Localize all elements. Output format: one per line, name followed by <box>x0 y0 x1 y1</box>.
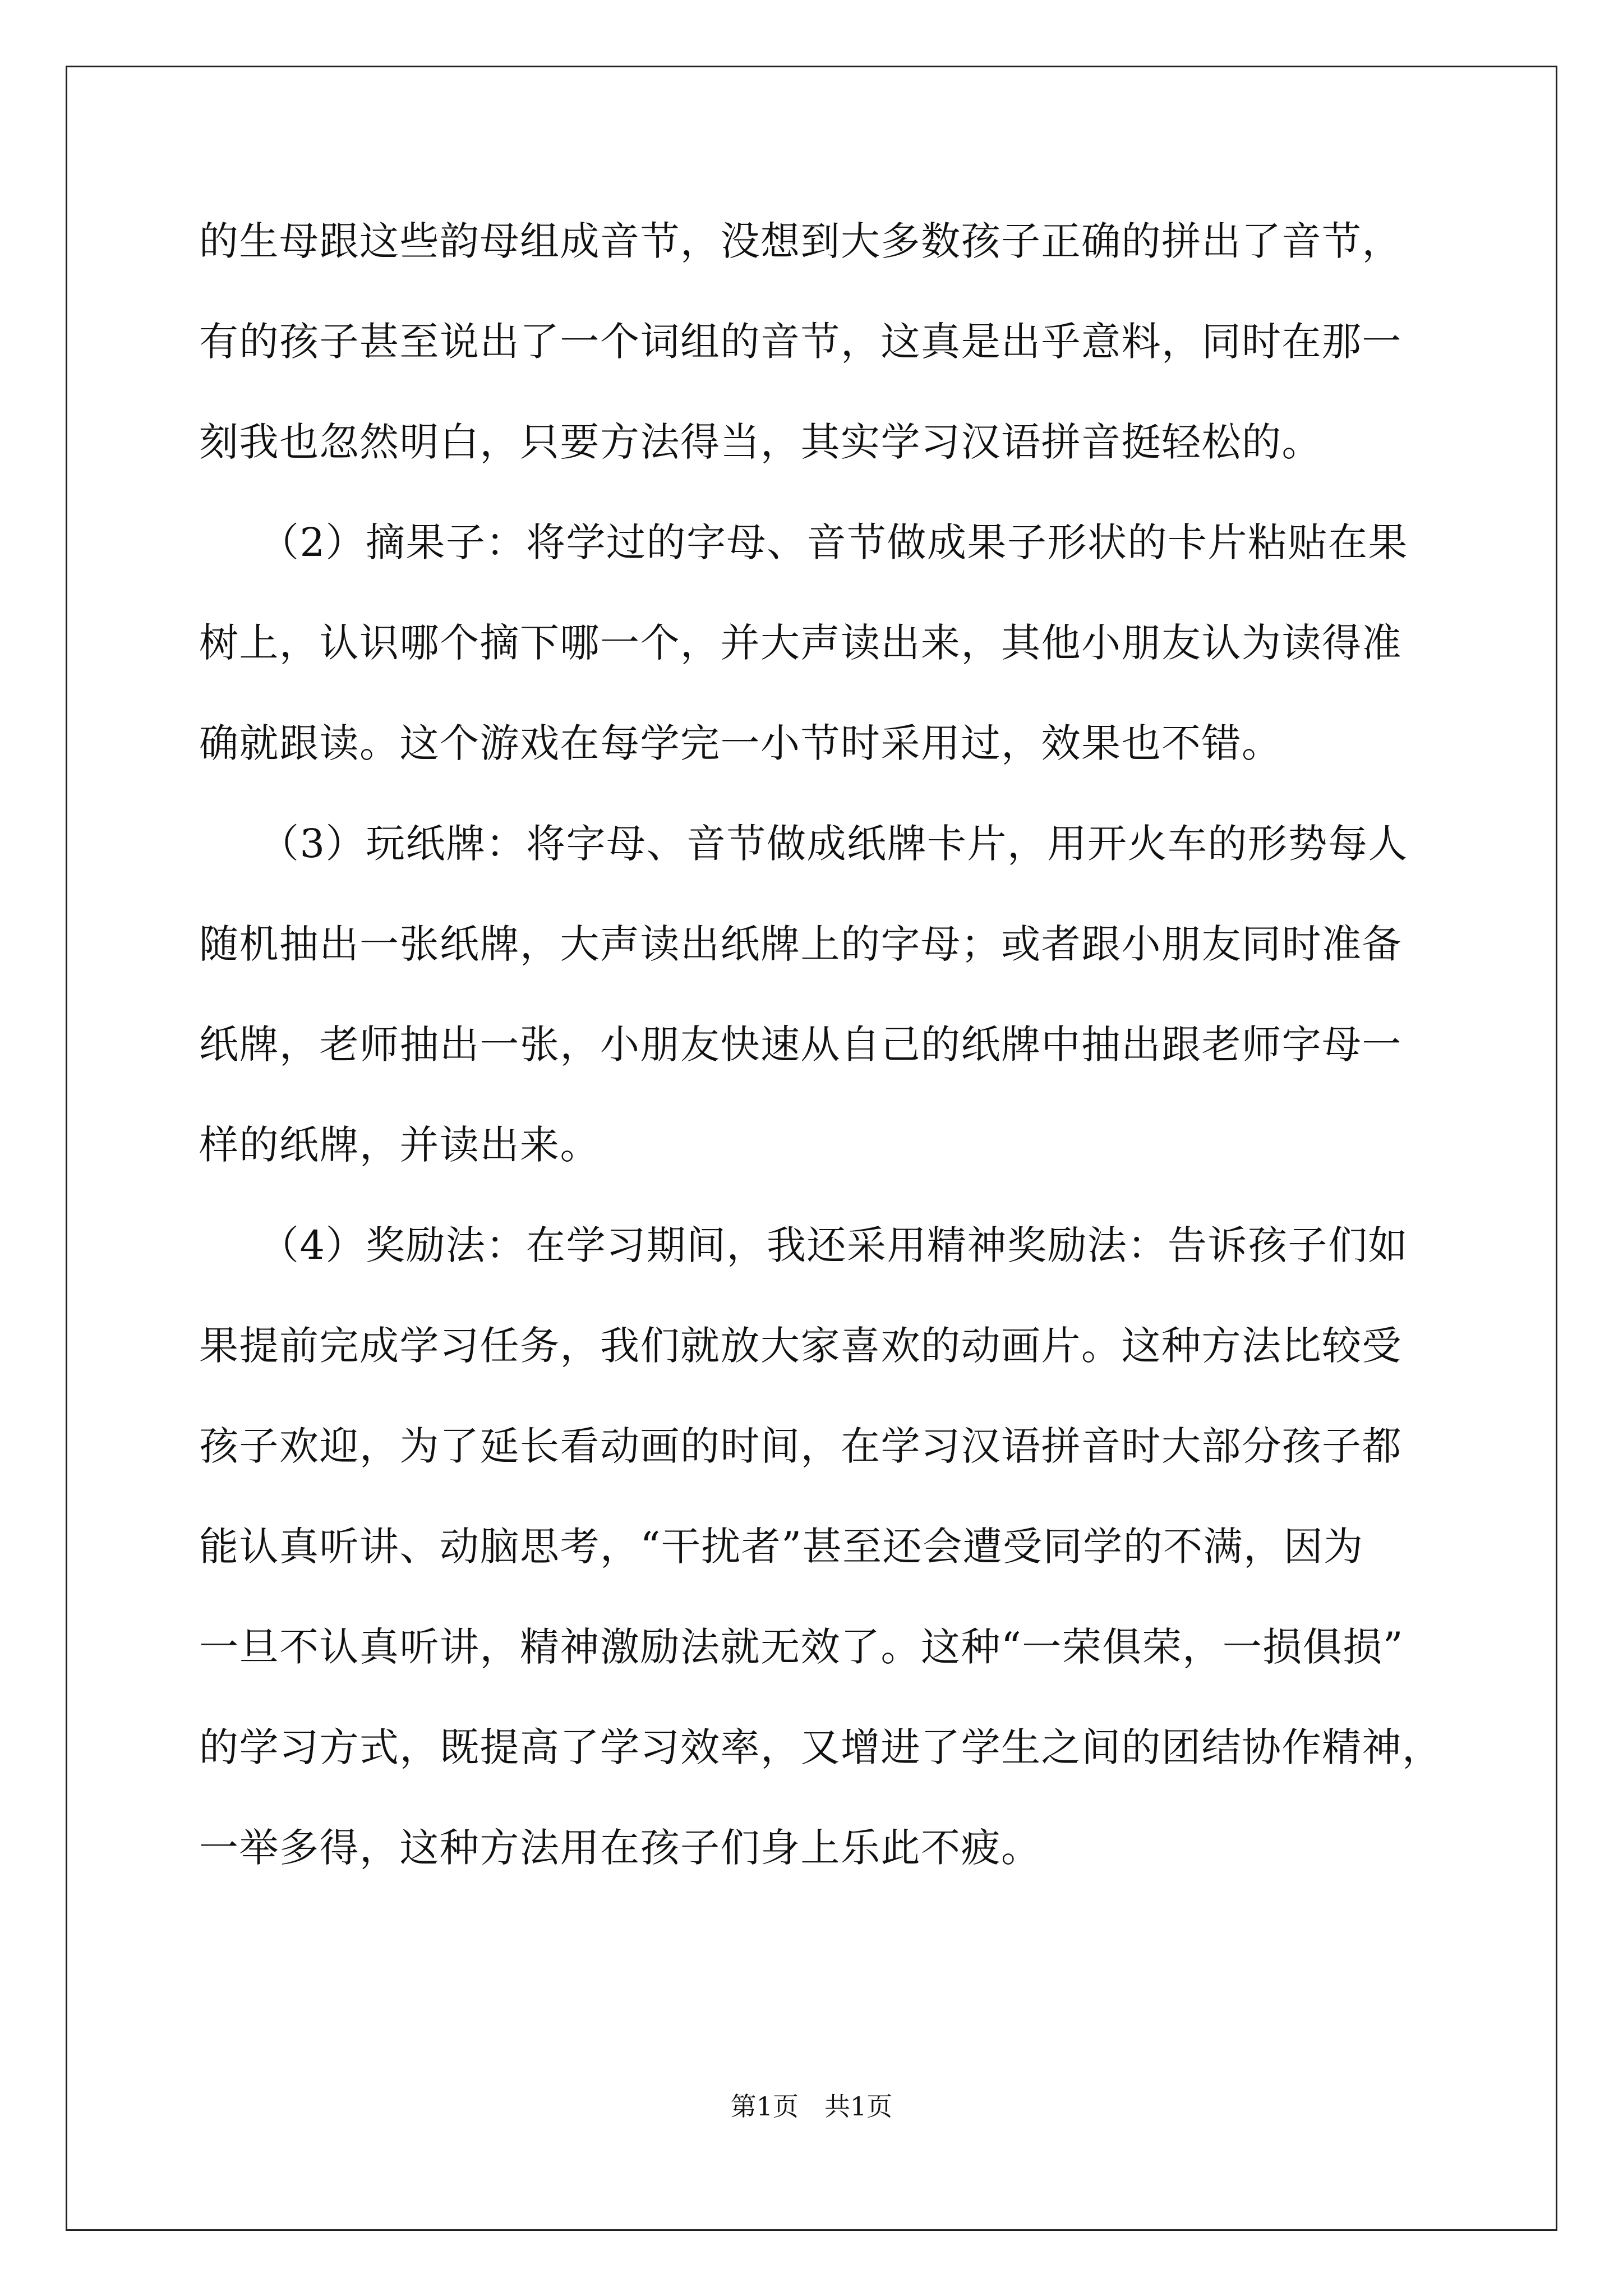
text-line: 刻我也忽然明白，只要方法得当，其实学习汉语拼音挺轻松的。 <box>199 419 1322 465</box>
text-line: 的生母跟这些韵母组成音节，没想到大多数孩子正确的拼出了音节， <box>199 218 1402 264</box>
page-number: 第1页 共1页 <box>730 2091 893 2122</box>
text-line: 纸牌，老师抽出一张，小朋友快速从自己的纸牌中抽出跟老师字母一 <box>199 1022 1402 1068</box>
text-line: （2）摘果子：将学过的字母、音节做成果子形状的卡片粘贴在果 <box>199 519 1409 565</box>
text-line: 一旦不认真听讲，精神激励法就无效了。这种“一荣俱荣，一损俱损” <box>199 1624 1404 1670</box>
text-line: （3）玩纸牌：将字母、音节做成纸牌卡片，用开火车的形势每人 <box>199 821 1409 867</box>
text-line: （4）奖励法：在学习期间，我还采用精神奖励法：告诉孩子们如 <box>199 1222 1409 1268</box>
text-line: 能认真听讲、动脑思考，“干扰者”甚至还会遭受同学的不满，因为 <box>199 1524 1364 1570</box>
text-line: 树上，认识哪个摘下哪一个，并大声读出来，其他小朋友认为读得准 <box>199 620 1402 666</box>
text-line: 果提前完成学习任务，我们就放大家喜欢的动画片。这种方法比较受 <box>199 1323 1402 1369</box>
text-line: 确就跟读。这个游戏在每学完一小节时采用过，效果也不错。 <box>199 720 1282 766</box>
text-line: 样的纸牌，并读出来。 <box>199 1122 600 1168</box>
text-line: 孩子欢迎，为了延长看动画的时间，在学习汉语拼音时大部分孩子都 <box>199 1423 1402 1469</box>
text-line: 一举多得，这种方法用在孩子们身上乐此不疲。 <box>199 1825 1041 1871</box>
page-footer <box>0 2090 1623 2123</box>
text-line: 有的孩子甚至说出了一个词组的音节，这真是出乎意料，同时在那一 <box>199 319 1402 365</box>
document-body <box>199 213 1442 1920</box>
text-line: 随机抽出一张纸牌，大声读出纸牌上的字母；或者跟小朋友同时准备 <box>199 921 1402 967</box>
text-line: 的学习方式，既提高了学习效率，又增进了学生之间的团结协作精神， <box>199 1724 1442 1770</box>
